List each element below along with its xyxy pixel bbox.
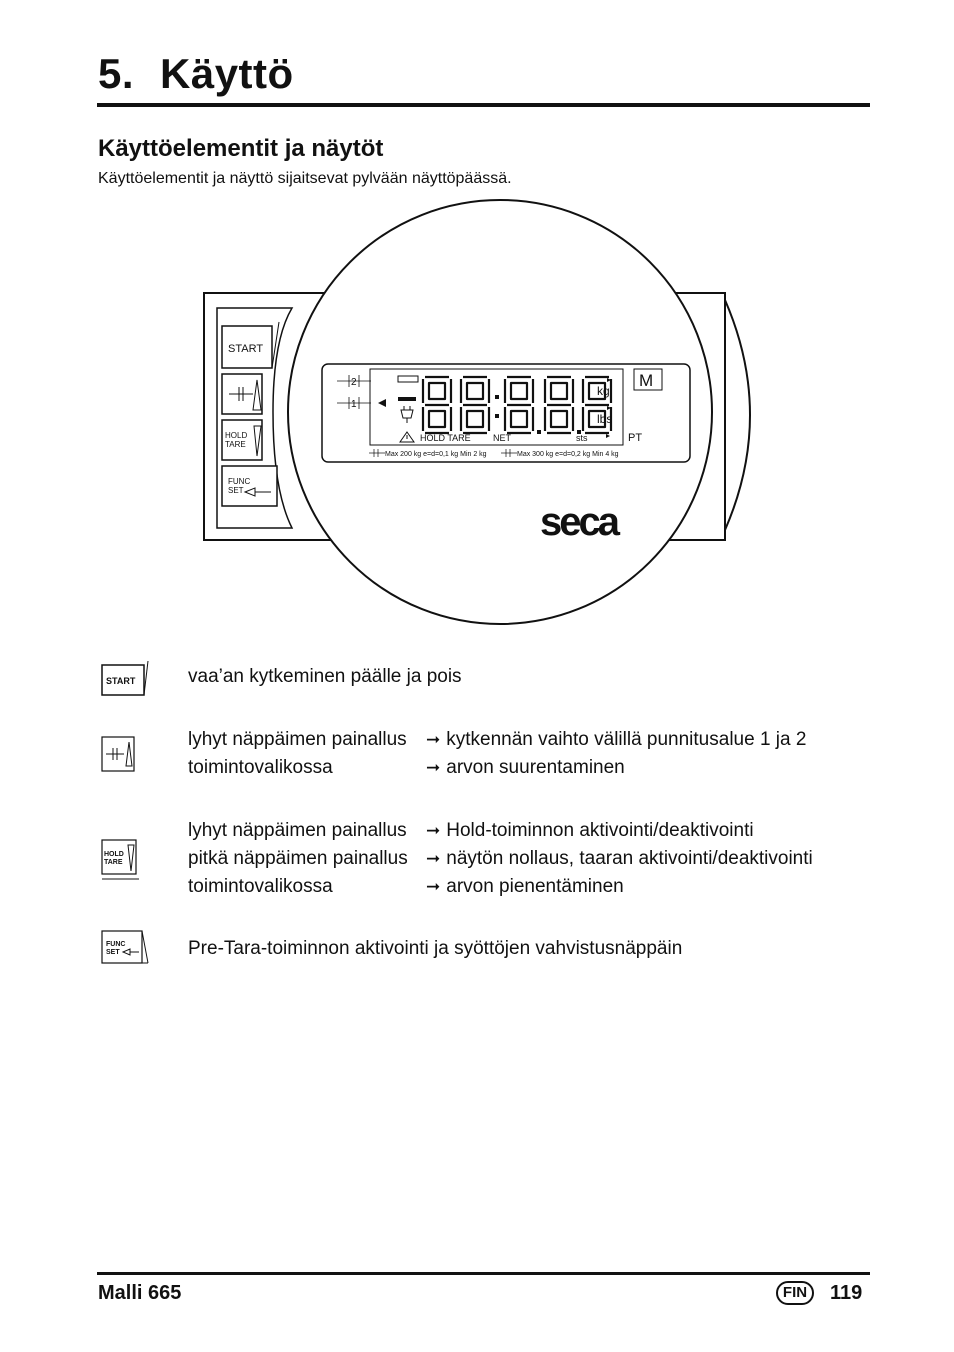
chapter-number: 5. xyxy=(98,50,135,97)
tare-key-label: TARE xyxy=(225,440,246,449)
chapter-title xyxy=(98,50,294,98)
hold-tare-key-icon xyxy=(101,839,141,881)
arrow-icon: ➞ xyxy=(426,849,441,868)
func-key-label: FUNC xyxy=(228,477,251,486)
legend-range-switch-text xyxy=(188,726,806,782)
chapter-name: Käyttö xyxy=(160,50,294,97)
lcd-display xyxy=(322,364,690,462)
result-decrease-value: ➞ arvon pienentäminen xyxy=(426,876,624,897)
legend-row-hold-tare xyxy=(98,817,878,907)
memory-indicator: M xyxy=(639,371,654,390)
sts-status: sts xyxy=(576,433,588,443)
section-intro: Käyttöelementit ja näyttö sijaitsevat pylvään näyttöpäässä. xyxy=(98,170,512,187)
func-icon-label: FUNC xyxy=(106,941,126,948)
unit-kg: kg xyxy=(597,384,610,398)
legend-hold-tare-text xyxy=(188,817,813,901)
page-number: 119 xyxy=(830,1282,863,1304)
arrow-icon: ➞ xyxy=(426,730,441,749)
func-set-key-icon xyxy=(101,927,151,967)
unit-lbs: lbs xyxy=(597,412,613,426)
language-badge: FIN xyxy=(776,1281,814,1305)
start-key[interactable] xyxy=(222,322,279,368)
hold-tare-key[interactable] xyxy=(222,420,262,460)
hold-icon-label: HOLD xyxy=(104,851,124,858)
result-increase-value: ➞ arvon suurentaminen xyxy=(426,757,625,778)
net-status: NET xyxy=(493,433,511,443)
hold-tare-status: HOLD TARE xyxy=(420,433,471,443)
range-1-spec: Max 200 kg e=d=0,1 kg Min 2 kg xyxy=(385,451,487,458)
section-title: Käyttöelementit ja näytöt xyxy=(98,135,384,162)
start-key-icon xyxy=(101,660,149,698)
arrow-icon: ➞ xyxy=(426,821,441,840)
start-key-icon-label: START xyxy=(106,676,136,686)
start-key-label: START xyxy=(228,343,264,355)
footer-rule xyxy=(97,1272,870,1275)
legend-row-func-set xyxy=(98,927,878,971)
brand-logo: seca xyxy=(540,500,617,544)
tare-icon-label: TARE xyxy=(104,859,123,866)
result-zero-tare: ➞ näytön nollaus, taaran aktivointi/deaktivointi xyxy=(426,848,813,869)
legend-start-text: vaa’an kytkeminen päälle ja pois xyxy=(188,666,462,687)
range-2-indicator: 2 xyxy=(351,377,357,388)
arrow-icon: ➞ xyxy=(426,877,441,896)
range-switch-key-icon xyxy=(101,736,137,774)
hold-key-label: HOLD xyxy=(225,431,248,440)
range-switch-key[interactable] xyxy=(222,374,262,414)
display-head-illustration xyxy=(195,190,755,640)
pt-indicator: PT xyxy=(628,432,643,444)
arrow-icon: ➞ xyxy=(426,758,441,777)
footer-model: Malli 665 xyxy=(98,1282,182,1304)
condition-function-menu: toimintovalikossa xyxy=(188,876,333,897)
range-2-spec: Max 300 kg e=d=0,2 kg Min 4 kg xyxy=(517,451,619,458)
func-set-key[interactable] xyxy=(222,466,277,506)
condition-function-menu: toimintovalikossa xyxy=(188,757,333,778)
condition-long-press: pitkä näppäimen painallus xyxy=(188,848,408,869)
minus-sign-segment xyxy=(398,397,416,401)
set-icon-label: SET xyxy=(106,949,120,956)
result-range-switch: ➞ kytkennän vaihto välillä punnitusalue 1 ja 2 xyxy=(426,729,807,750)
legend-func-set-text: Pre-Tara-toiminnon aktivointi ja syöttöjen vahvistusnäppäin xyxy=(188,938,683,959)
range-1-indicator: 1 xyxy=(351,399,357,410)
condition-short-press: lyhyt näppäimen painallus xyxy=(188,729,407,750)
result-hold-toggle: ➞ Hold-toiminnon aktivointi/deaktivointi xyxy=(426,820,754,841)
set-key-label: SET xyxy=(228,486,244,495)
title-rule xyxy=(97,103,870,107)
legend-row-range-switch xyxy=(98,726,878,786)
condition-short-press: lyhyt näppäimen painallus xyxy=(188,820,407,841)
legend-row-start xyxy=(98,660,878,700)
